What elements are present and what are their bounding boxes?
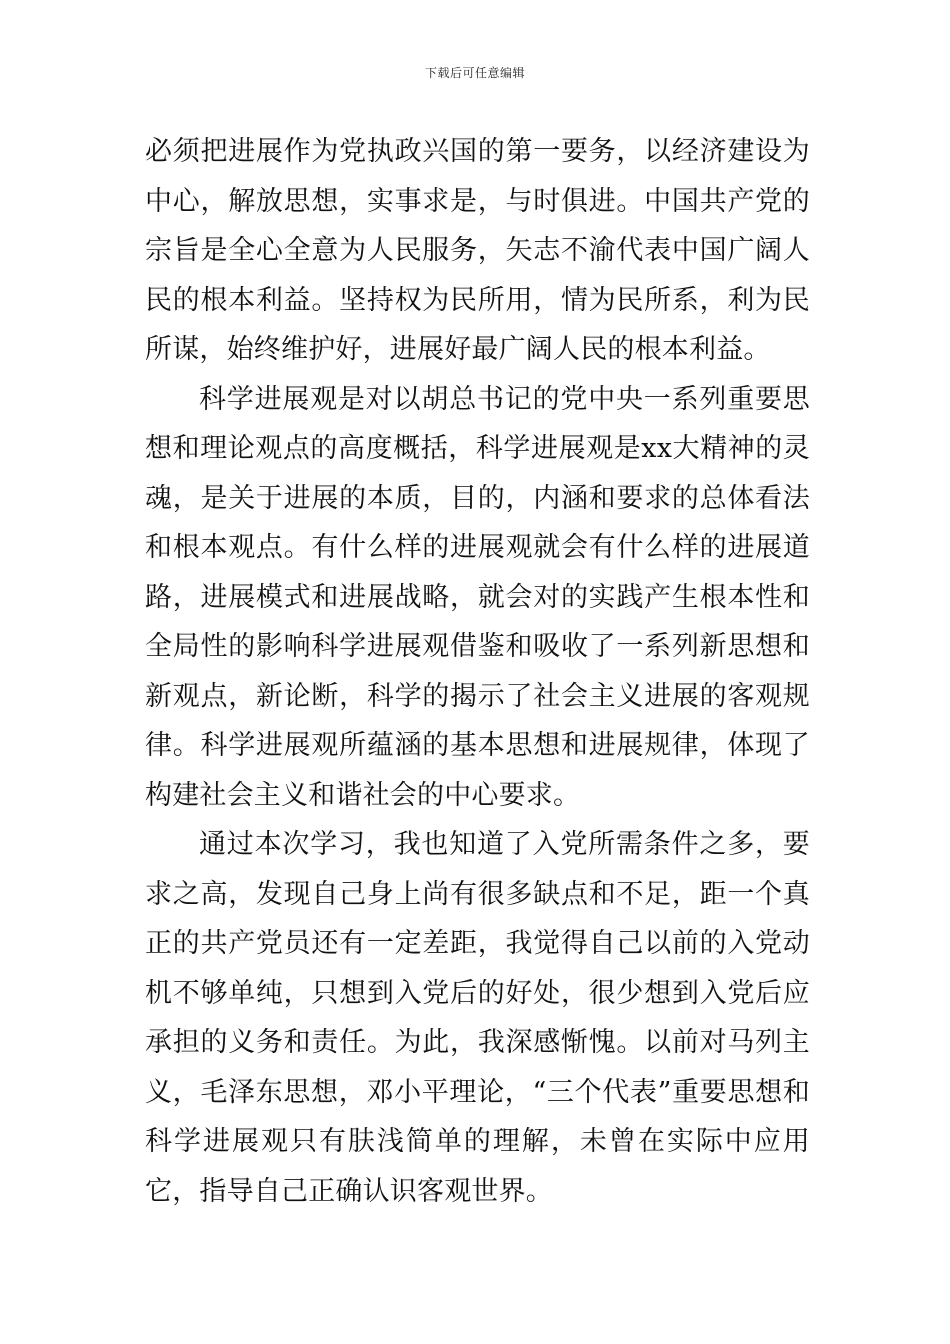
document-body [145, 127, 810, 1216]
paragraph-3: 通过本次学习，我也知道了入党所需条件之多，要求之高，发现自己身上尚有很多缺点和不足，距一个真正的共产党员还有一定差距，我觉得自己以前的入党动机不够单纯，只想到入党后的好处，很少想到入党后应承担的义务和责任。为此，我深感惭愧。以前对马列主义，毛泽东思想，邓小平理论，“三个代表”重要思想和科学进展观只有肤浅简单的理解，未曾在实际中应用它，指导自己正确认识客观世界。 [145, 829, 810, 1207]
paragraph-1: 必须把进展作为党执政兴国的第一要务，以经济建设为中心，解放思想，实事求是，与时俱进。中国共产党的宗旨是全心全意为人民服务，矢志不渝代表中国广阔人民的根本利益。坚持权为民所用，情为民所系，利为民所谋，始终维护好，进展好最广阔人民的根本利益。 [145, 136, 810, 365]
page-header-note: 下载后可任意编辑 [424, 66, 525, 80]
paragraph-2: 科学进展观是对以胡总书记的党中央一系列重要思想和理论观点的高度概括，科学进展观是xx大精神的灵魂，是关于进展的本质，目的，内涵和要求的总体看法和根本观点。有什么样的进展观就会有什么样的进展道路，进展模式和进展战略，就会对的实践产生根本性和全局性的影响科学进展观借鉴和吸收了一系列新思想和新观点，新论断，科学的揭示了社会主义进展的客观规律。科学进展观所蕴涵的基本思想和进展规律，体现了构建社会主义和谐社会的中心要求。 [145, 383, 810, 811]
